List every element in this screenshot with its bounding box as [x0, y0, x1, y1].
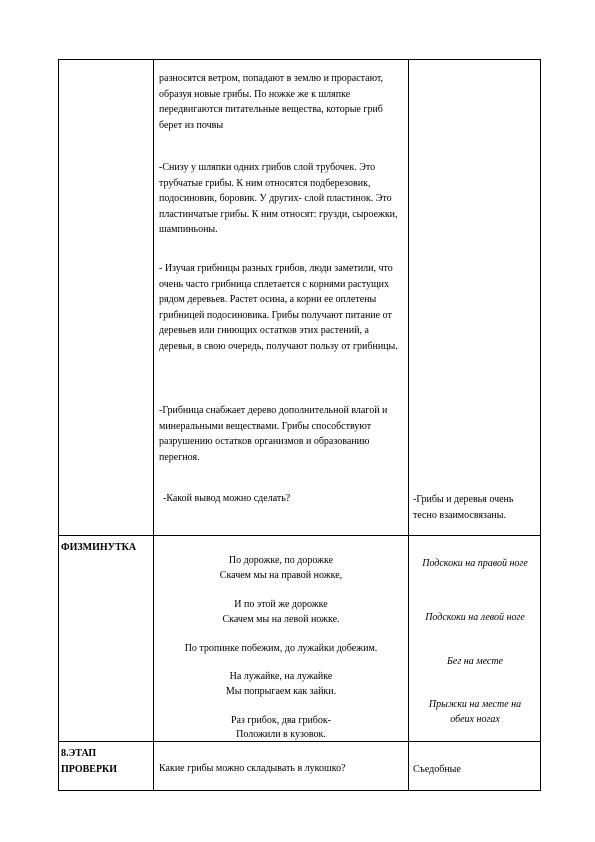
check-question: Какие грибы можно складывать в лукошко? [159, 763, 346, 774]
column-divider-1 [153, 59, 154, 791]
table-left-border [58, 59, 59, 791]
action-jumps-both-legs: Прыжки на месте на обеих ногах [428, 699, 522, 725]
row-divider-fizminutka [58, 535, 540, 536]
check-answer: Съедобные [413, 764, 461, 775]
action-run-in-place: Бег на месте [447, 656, 503, 667]
paragraph-spores: разносятся ветром, попадают в землю и прорастают, образуя новые грибы. По ножке же к шляпке передвигаются питательные вещества, которые гриб берет из почвы [159, 73, 384, 131]
table-bottom-border [58, 790, 540, 791]
poem-line-5: По тропинке побежим, до лужайки добежим. [184, 643, 378, 654]
action-right-leg: Подскоки на правой ноге [422, 558, 528, 569]
poem-line-7: Мы попрыгаем как зайки. [225, 686, 337, 697]
poem-line-2: Скачем мы на правой ножке, [219, 570, 343, 581]
column-divider-2 [408, 59, 409, 791]
poem-line-3: И по этой же дорожке [234, 599, 328, 610]
poem-line-6: На лужайке, на лужайке [229, 671, 333, 682]
action-left-leg: Подскоки на левой ноге [425, 612, 525, 623]
fizminutka-title: ФИЗМИНУТКА [61, 542, 137, 553]
poem-line-9: Положили в кузовок. [236, 729, 326, 740]
check-stage-title: 8.ЭТАП ПРОВЕРКИ [61, 748, 118, 775]
paragraph-mycorrhiza: - Изучая грибницы разных грибов, люди заметили, что очень часто грибница сплетается с корнями растущих рядом деревьев. Растет осина, а корни ее оплетены грибницей подосиновика. Грибы получают питание от деревьев или гниющих остатков этих растений, а деревья, в свою очередь, получают пользу от грибницы. [159, 263, 398, 352]
poem-line-8: Раз грибок, два грибок- [230, 715, 332, 726]
table-top-border [58, 59, 540, 60]
poem-line-4: Скачем мы на левой ножке. [222, 614, 340, 625]
answer-conclusion: -Грибы и деревья очень тесно взаимосвязаны. [413, 494, 514, 521]
poem-line-1: По дорожке, по дорожке [228, 555, 334, 566]
table-right-border [540, 59, 541, 791]
paragraph-mushroom-types: -Снизу у шляпки одних грибов слой трубочек. Это трубчатые грибы. К ним относятся подберезовик, подосиновик, боровик. У других- слой пластинок. Это пластинчатые грибы. К ним относят: грузди, сыроежки, шампиньоны. [159, 162, 398, 235]
paragraph-mycelium-benefit: -Грибница снабжает дерево дополнительной влагой и минеральными веществами. Грибы способствуют разрушению остатков организмов и образованию перегноя. [159, 405, 388, 463]
question-conclusion: -Какой вывод можно сделать? [163, 493, 291, 504]
